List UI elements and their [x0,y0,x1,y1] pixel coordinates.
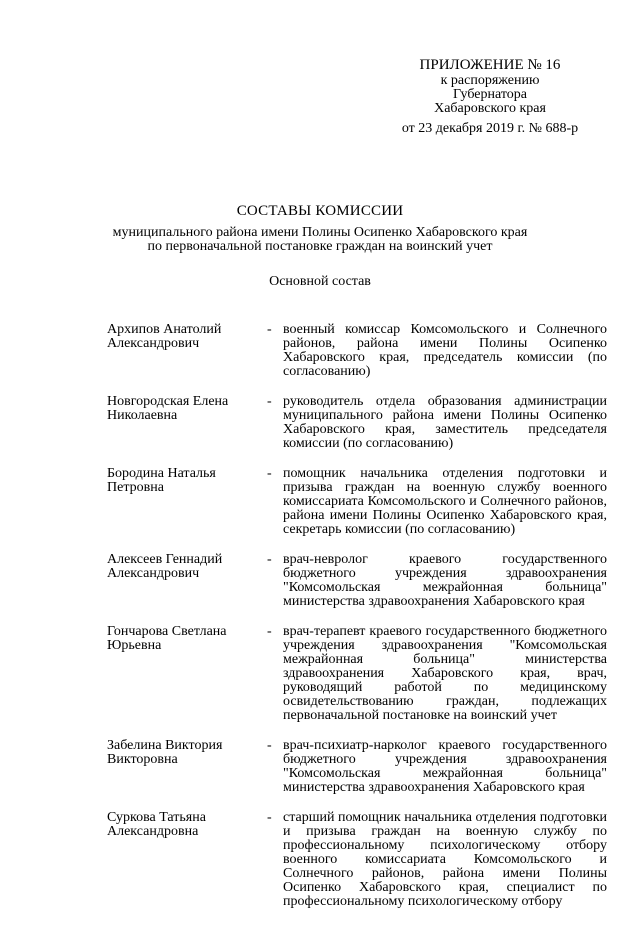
annex-title: ПРИЛОЖЕНИЕ № 16 [419,57,561,73]
annex-line-3: Хабаровского края [434,101,546,116]
member-row [107,467,607,537]
document-subtitle-2: по первоначальной постановке граждан на воинский учет [147,239,493,254]
member-role: врач-невролог краевого государственного бюджетного учреждения здравоохранения "Комсомольская межрайонная больница" министерства здравоохранения Хабаровского края [283,552,607,609]
member-row [107,625,607,723]
member-name-line-1: Гончарова Светлана [107,624,227,639]
member-name-line-2: Александрович [107,566,200,581]
member-dash: - [267,738,272,753]
member-row [107,395,607,451]
member-name-line-1: Бородина Наталья [107,466,216,481]
member-row [107,739,607,795]
member-name-line-1: Алексеев Геннадий [107,552,223,567]
document-title: СОСТАВЫ КОМИССИИ [236,203,404,219]
member-name [107,395,267,451]
member-row [107,811,607,909]
member-role: военный комиссар Комсомольского и Солнечного районов, района имени Полины Осипенко Хабаровского края, председатель комиссии (по согласованию) [283,322,607,379]
member-name-line-2: Николаевна [107,408,178,423]
member-name-line-2: Викторовна [107,752,178,767]
member-dash: - [267,552,272,567]
member-name-line-1: Новгородская Елена [107,394,229,409]
member-name-line-1: Забелина Виктория [107,738,223,753]
member-name [107,811,267,909]
member-name-line-2: Юрьевна [107,638,162,653]
member-name-line-1: Суркова Татьяна [107,810,206,825]
section-heading: Основной состав [269,274,371,289]
member-dash: - [267,394,272,409]
member-dash: - [267,810,272,825]
member-dash: - [267,624,272,639]
member-dash: - [267,466,272,481]
member-row [107,553,607,609]
member-dash: - [267,322,272,337]
member-row [107,323,607,379]
member-name [107,625,267,723]
annex-line-2: Губернатора [452,87,528,102]
member-name-line-2: Александрович [107,336,200,351]
member-name-line-1: Архипов Анатолий [107,322,222,337]
document-subtitle-1: муниципального района имени Полины Осипенко Хабаровского края [112,225,528,240]
member-name [107,739,267,795]
member-role: помощник начальника отделения подготовки и призыва граждан на военную службу военного комиссариата Комсомольского и Солнечного районов, района имени Полины Осипенко Хабаровского края, секретарь комиссии (по согласованию) [283,466,607,537]
member-name-line-2: Александровна [107,824,199,839]
member-role: руководитель отдела образования администрации муниципального района имени Полины Осипенко Хабаровского края, заместитель председателя комиссии (по согласованию) [283,394,607,451]
member-role: старший помощник начальника отделения подготовки и призыва граждан на военную службу по профессиональному психологическому отбору военного комиссариата Комсомольского и Солнечного районов, района имени Полины Осипенко Хабаровского края, специалист по профессиональному психологическому отбору [283,810,607,909]
member-role: врач-психиатр-нарколог краевого государственного бюджетного учреждения здравоохранения "Комсомольская межрайонная больница" министерства здравоохранения Хабаровского края [283,738,607,795]
annex-header [380,58,600,136]
member-name-line-2: Петровна [107,480,164,495]
annex-line-1: к распоряжению [440,73,540,88]
members-list [107,323,607,925]
member-name [107,323,267,379]
title-block [0,203,640,254]
annex-date: от 23 декабря 2019 г. № 688-р [401,121,579,136]
member-name [107,553,267,609]
member-role: врач-терапевт краевого государственного бюджетного учреждения здравоохранения "Комсомольская межрайонная больница" министерства здравоохранения Хабаровского края, врач, руководящий работой по медицинскому освидетельствованию граждан, подлежащих первоначальной постановке на воинский учет [283,624,607,723]
member-name [107,467,267,537]
